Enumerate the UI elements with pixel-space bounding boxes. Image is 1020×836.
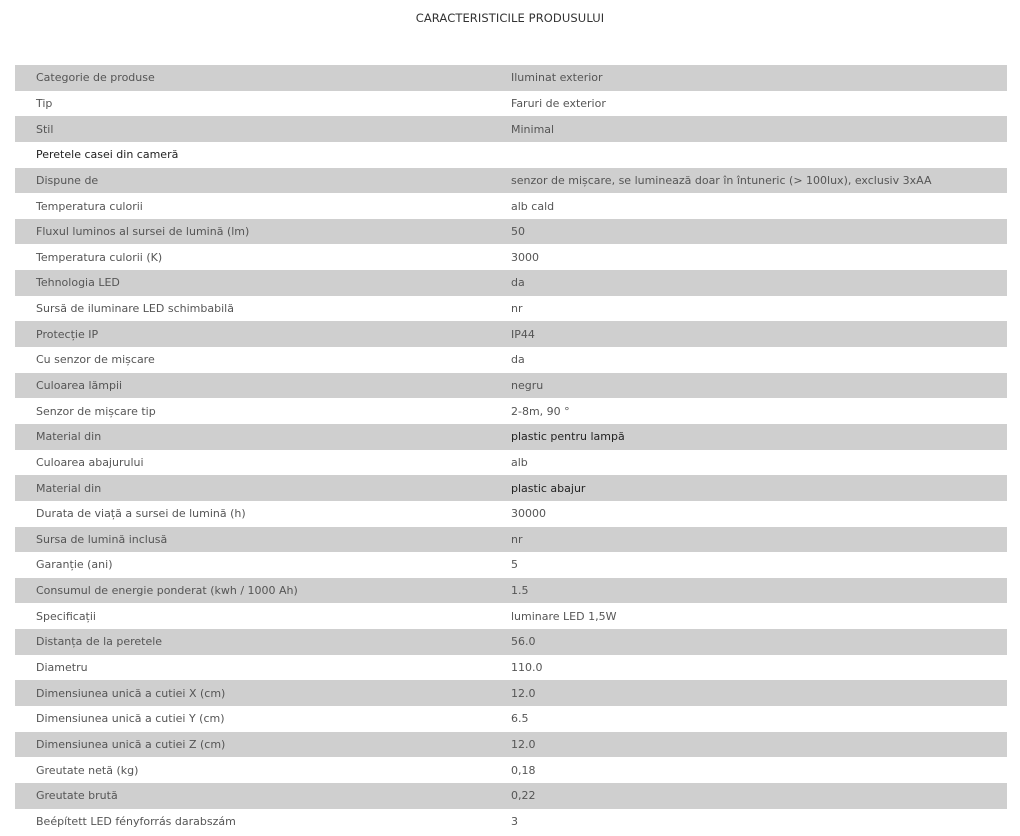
table-row	[15, 91, 1007, 117]
table-row	[15, 475, 1007, 501]
row-value: 56.0	[511, 635, 536, 649]
table-row	[15, 296, 1007, 322]
row-label: Material din	[36, 430, 102, 444]
table-row	[15, 116, 1007, 142]
row-label: Greutate netă (kg)	[36, 763, 139, 777]
row-label: Beépített LED fényforrás darabszám	[36, 814, 236, 828]
row-label: Garanție (ani)	[36, 558, 113, 572]
table-row	[15, 321, 1007, 347]
table-row	[15, 398, 1007, 424]
row-value: alb	[511, 455, 528, 469]
table-row	[15, 65, 1007, 91]
row-label: Dimensiunea unică a cutiei Z (cm)	[36, 737, 226, 751]
row-value: 2-8m, 90 °	[511, 404, 570, 418]
table-row	[15, 783, 1007, 809]
row-label: Distanța de la peretele	[36, 635, 163, 649]
row-label: Dispune de	[36, 173, 99, 187]
row-label: Peretele casei din cameră	[36, 148, 179, 162]
table-row	[15, 732, 1007, 758]
row-value: nr	[511, 302, 523, 316]
table-row	[15, 527, 1007, 553]
row-value: nr	[511, 532, 523, 546]
page-title: CARACTERISTICILE PRODUSULUI	[415, 11, 605, 25]
row-value: 110.0	[511, 661, 543, 675]
row-label: Stil	[36, 122, 54, 136]
row-label: Temperatura culorii	[36, 199, 143, 213]
row-value: 0,22	[511, 789, 536, 803]
row-label: Tip	[36, 96, 53, 110]
table-row	[15, 629, 1007, 655]
row-value: 30000	[511, 507, 546, 521]
row-label: Consumul de energie ponderat (kwh / 1000 Ah)	[36, 584, 298, 598]
table-row	[15, 270, 1007, 296]
table-row	[15, 219, 1007, 245]
row-value: luminare LED 1,5W	[511, 609, 617, 623]
row-label: Tehnologia LED	[36, 276, 120, 290]
row-value: senzor de mișcare, se luminează doar în întuneric (> 100lux), exclusiv 3xAA	[511, 173, 932, 187]
row-value: Faruri de exterior	[511, 96, 606, 110]
row-value: negru	[511, 379, 544, 392]
row-value: 12.0	[511, 686, 536, 700]
table-row	[15, 680, 1007, 706]
table-row	[15, 578, 1007, 604]
table-row	[15, 501, 1007, 527]
row-label: Temperatura culorii (K)	[36, 250, 163, 264]
table-row	[15, 168, 1007, 194]
row-label: Material din	[36, 481, 102, 495]
row-label: Durata de viață a sursei de lumină (h)	[36, 507, 246, 521]
row-value: 6.5	[511, 712, 529, 726]
row-value: alb cald	[511, 199, 555, 213]
row-value: da	[511, 276, 525, 290]
row-value: 3	[511, 814, 518, 828]
specifications-table	[15, 65, 1007, 834]
row-label: Fluxul luminos al sursei de lumină (lm)	[36, 225, 250, 239]
table-row	[15, 450, 1007, 476]
table-row	[15, 552, 1007, 578]
row-label: Protecție IP	[36, 327, 99, 341]
row-label: Sursă de iluminare LED schimbabilă	[36, 302, 234, 316]
row-value: 50	[511, 225, 525, 239]
row-label: Senzor de mișcare tip	[36, 404, 156, 418]
table-row	[15, 603, 1007, 629]
row-value: 12.0	[511, 737, 536, 751]
row-value: 1.5	[511, 584, 529, 598]
row-value: da	[511, 353, 525, 367]
table-row	[15, 706, 1007, 732]
row-value: 3000	[511, 250, 539, 264]
row-value: 0,18	[511, 763, 536, 777]
row-label: Cu senzor de mișcare	[36, 353, 155, 367]
table-row	[15, 809, 1007, 835]
row-value: 5	[511, 558, 518, 572]
table-row	[15, 655, 1007, 681]
row-value: plastic pentru lampă	[511, 430, 625, 444]
table-row	[15, 757, 1007, 783]
row-value: plastic abajur	[511, 481, 586, 495]
row-value: Minimal	[511, 122, 555, 136]
row-label: Specificații	[36, 609, 96, 623]
table-row	[15, 424, 1007, 450]
table-row	[15, 373, 1007, 399]
row-label: Dimensiunea unică a cutiei X (cm)	[36, 686, 226, 700]
row-value: Iluminat exterior	[511, 71, 603, 85]
row-label: Dimensiunea unică a cutiei Y (cm)	[36, 712, 225, 726]
table-row	[15, 193, 1007, 219]
row-label: Categorie de produse	[36, 71, 155, 85]
table-row	[15, 347, 1007, 373]
row-value: IP44	[511, 327, 535, 341]
row-label: Culoarea lămpii	[36, 379, 123, 392]
row-label: Culoarea abajurului	[36, 455, 144, 469]
row-label: Greutate brută	[36, 789, 118, 803]
table-row	[15, 244, 1007, 270]
row-label: Diametru	[36, 661, 88, 675]
row-label: Sursa de lumină inclusă	[36, 532, 168, 546]
table-row	[15, 142, 1007, 168]
